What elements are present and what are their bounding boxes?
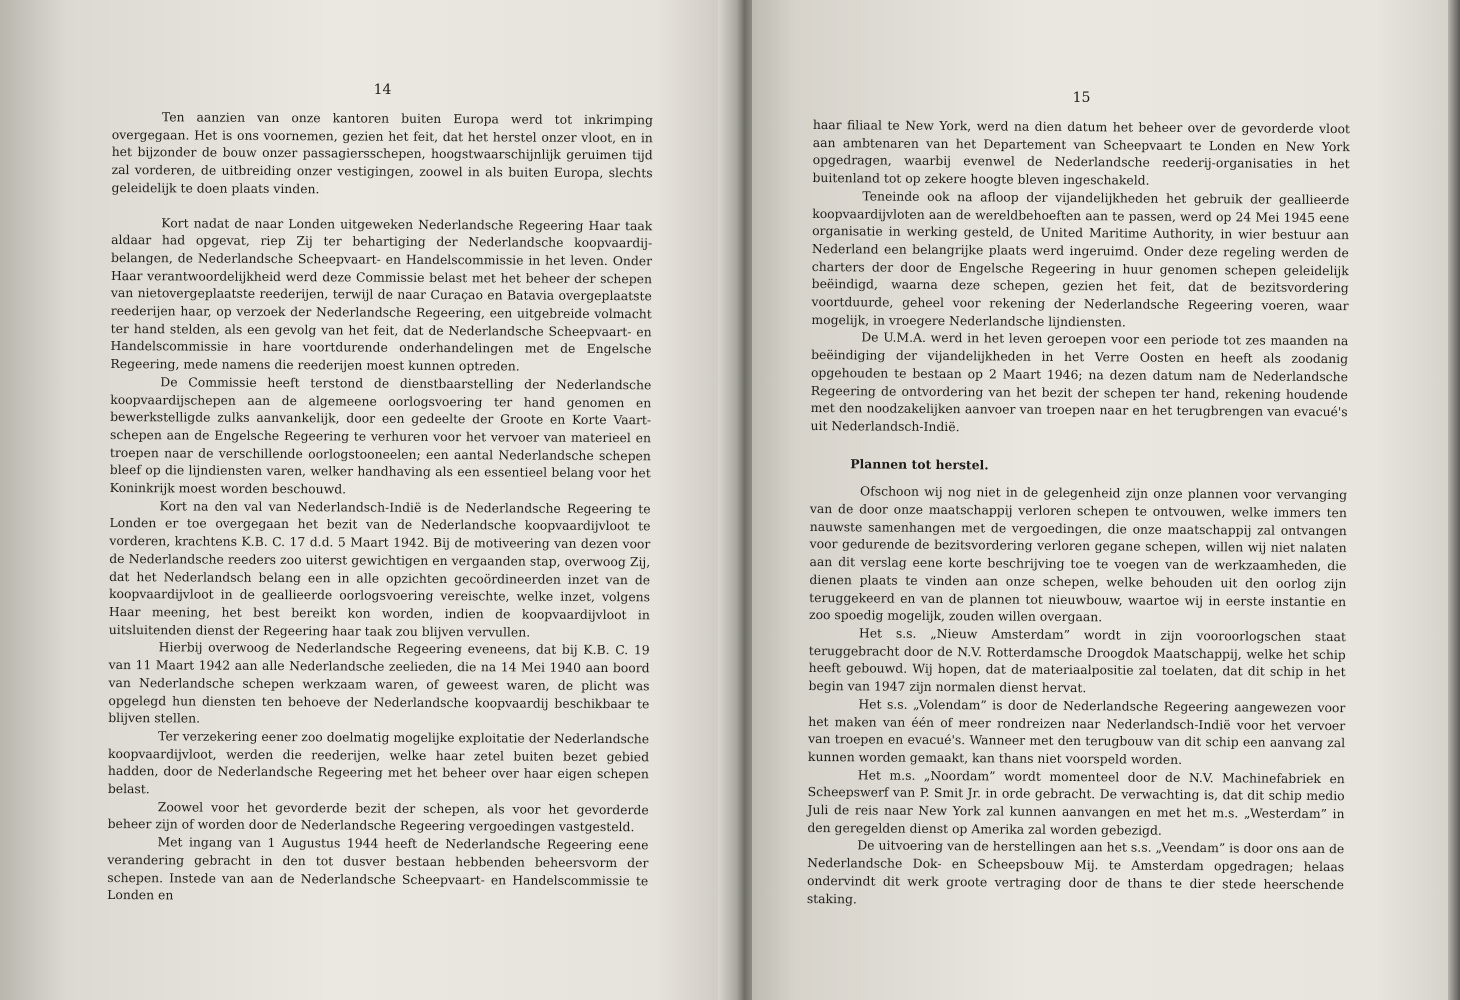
paragraph: Kort nadat de naar Londen uitgeweken Nederlandsche Regeering Haar taak aldaar had opgevat, riep Zij ter behartiging der Nederlandsche koopvaardij-belangen, de Nederlandsche Scheepvaart- en Handelscommissie in het leven. Onder Haar verantwoordelijkheid werd deze Commissie belast met het beheer der schepen van nietovergeplaatste reederijen, terwijl de naar Curaçao en Batavia overgeplaatste reederijen haar, op verzoek der Nederlandsche Regeering, een uitgebreide volmacht ter hand stelden, als een gevolg van het feit, dat de Nederlandsche Scheepvaart- en Handelscommissie in hare voortdurende onderhandelingen met de Engelsche Regeering, mede namens die reederijen moest kunnen optreden. xyxy=(110,214,653,374)
paragraph: Het m.s. „Noordam” wordt momenteel door de N.V. Machinefabriek en Scheepswerf van P. Smit Jr. in orde gebracht. De verwachting is, dat dit schip medio Juli de reis naar New York zal kunnen aanvangen en met het m.s. „Westerdam” in den geregelden dienst op Amerika zal worden gebezigd. xyxy=(807,766,1345,838)
page-edge-shadow xyxy=(1448,0,1460,1000)
paragraph: Ter verzekering eener zoo doelmatig mogelijke exploitatie der Nederlandsche koopvaardijvloot, werden die reederijen, welke haar zetel buiten bezet gebied hadden, door de Nederlandsche Regeering met het beheer over haar eigen schepen belast. xyxy=(107,728,650,797)
paragraph: Ofschoon wij nog niet in de gelegenheid zijn onze plannen voor vervanging van de door onze maatschappij verloren schepen te ontvouwen, welke immers ten nauwste samenhangen met de vergoedingen, die onze maatschappij zal ontvangen voor gedurende de bezitsvordering verloren gegane schepen, willen wij niet nalaten aan dit verslag eene korte beschrijving toe te voegen van de werkzaamheden, die dienen plaats te vinden aan onze schepen, welke behouden uit den oorlog zijn teruggekeerd en van de plannen tot nieuwbouw, waartoe wij in eerste instantie en zoo spoedig mogelijk, zouden willen overgaan. xyxy=(809,483,1348,625)
paragraph: De uitvoering van de herstellingen aan het s.s. „Veendam” is door ons aan de Nederlandsche Dok- en Scheepsbouw Mij. te Amsterdam opgedragen; helaas ondervindt dit werk groote vertraging door de thans te dier stede heerschende staking. xyxy=(806,837,1345,906)
paragraph: Met ingang van 1 Augustus 1944 heeft de Nederlandsche Regeering eene verandering gebracht in den tot dusver bestaan hebbenden beheersvorm der schepen. Instede van aan de Nederlandsche Scheepvaart- en Handelscommissie te Londen en xyxy=(107,834,649,903)
book-gutter xyxy=(718,0,752,1000)
paragraph: Zoowel voor het gevorderde bezit der schepen, als voor het gevorderde beheer zijn of worden door de Nederlandsche Regeering vergoedingen vastgesteld. xyxy=(107,799,649,835)
page-number-left: 14 xyxy=(373,82,392,98)
right-page-text xyxy=(807,116,1350,911)
paragraph: Ten aanzien van onze kantoren buiten Europa werd tot inkrimping overgegaan. Het is ons voornemen, gezien het feit, dat het herstel onzer vloot, en in het bijzonder de bouw onzer passagiersschepen, hoogstwaarschijnlijk geruimen tijd zal vorderen, de uitbreiding onzer vestigingen, zoowel in als buiten Europa, slechts geleidelijk te doen plaats vinden. xyxy=(111,109,653,197)
paragraph: Teneinde ook na afloop der vijandelijkheden het gebruik der geallieerde koopvaardijvloten aan de wereldbehoeften aan te passen, werd op 24 Mei 1945 eene organisatie in werking gesteld, de United Maritime Authority, in wier bestuur aan Nederland een belangrijke plaats werd ingeruimd. Onder deze regeling werden de charters der door de Engelsche Regeering in huur genomen schepen geleidelijk beëindigd, waarna deze schepen, gezien het feit, dat de bezitsvordering voortduurde, geheel voor rekening der Nederlandsche Regeering voeren, waar mogelijk, in vroegere Nederlandsche lijndiensten. xyxy=(811,188,1350,330)
paragraph: Kort na den val van Nederlandsch-Indië is de Nederlandsche Regeering te Londen er toe overgegaan het bezit van de Nederlandsche koopvaardijvloot te vorderen, krachtens K.B. C. 17 d.d. 5 Maart 1942. Bij de motiveering van dezen voor de Nederlandsche reeders zoo uiterst gewichtigen en vergaanden stap, overwoog Zij, dat het Nederlandsch belang een in alle opzichten gecoördineerden inzet van de koopvaardijvloot in de geallieerde oorlogsvoering vereischte, welke inzet, volgens Haar meening, het best bereikt kon worden, indien de koopvaardijvloot in uitsluitenden dienst der Regeering haar taak zou blijven vervullen. xyxy=(108,498,651,640)
paragraph: Hierbij overwoog de Nederlandsche Regeering eveneens, dat bij K.B. C. 19 van 11 Maart 1942 aan alle Nederlandsche zeelieden, die na 14 Mei 1940 aan boord van Nederlandsche schepen werkzaam waren, of geweest waren, de plicht was opgelegd hun diensten ten behoeve der Nederlandsche koopvaardij beschikbaar te blijven stellen. xyxy=(108,639,650,726)
paragraph: De Commissie heeft terstond de dienstbaarstelling der Nederlandsche koopvaardijschepen aan de algemeene oorlogsvoering ter hand genomen en bewerkstelligde zulks aanvankelijk, door een gedeelte der Groote en Korte Vaart-schepen aan de Engelsche Regeering te verhuren voor het vervoer van materieel en troepen naar de verschillende oorlogstooneelen; een aantal Nederlandsche schepen bleef op die lijndiensten varen, welker handhaving als een essentieel belang voor het Koninkrijk moest worden beschouwd. xyxy=(109,374,652,497)
left-page-text xyxy=(107,108,653,907)
paragraph: Het s.s. „Volendam” is door de Nederlandsche Regeering aangewezen voor het maken van één of meer rondreizen naar Nederlandsch-Indië voor het vervoer van troepen en evacué's. Wanneer met den terugbouw van dit schip een aanvang zal kunnen worden gemaakt, kan thans niet voorspeld worden. xyxy=(807,696,1346,767)
paragraph: haar filiaal te New York, werd na dien datum het beheer over de gevorderde vloot aan ambtenaren van het Departement van Scheepvaart te Londen en New York opgedragen, waarbij evenwel de Nederlandsche reederij-organisaties in het buitenland tot op zekere hoogte bleven ingeschakeld. xyxy=(812,116,1350,188)
page-number-right: 15 xyxy=(1072,90,1091,106)
paragraph: Het s.s. „Nieuw Amsterdam” wordt in zijn vooroorlogschen staat teruggebracht door de N.V. Rotterdamsche Droogdok Maatschappij, welke het schip heeft gebouwd. Wij hopen, dat de materiaalpositie zal toelaten, dat dit schip in het begin van 1947 zijn normalen dienst hervat. xyxy=(808,625,1346,696)
section-heading: Plannen tot herstel. xyxy=(850,455,989,473)
paragraph: De U.M.A. werd in het leven geroepen voor een periode tot zes maanden na beëindiging der vijandelijkheden in het Verre Oosten en heeft als zoodanig opgehouden te bestaan op 2 Maart 1946; na dezen datum nam de Nederlandsche Regeering de ontvordering van het bezit der schepen ter hand, rekening houdende met den noodzakelijken aanvoer van troepen naar en het terugbrengen van evacué's uit Nederlandsch-Indië. xyxy=(810,329,1349,435)
right-page xyxy=(745,0,1460,1000)
